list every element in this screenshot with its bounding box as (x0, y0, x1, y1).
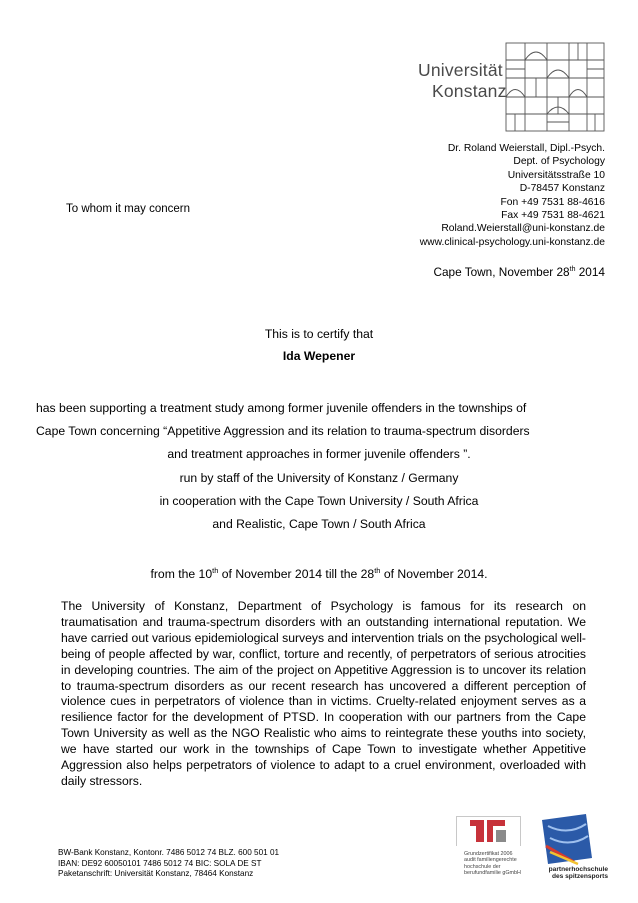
period-end: of November 2014. (380, 567, 488, 582)
body-paragraph: The University of Konstanz, Department of Psychology is famous for its research on traumatisation and trauma-spectrum disorders with an outstanding international reputation. We have carried out various epidemiological surveys and intervention trials on the psychological well-being of people affected by war, conflict, torture and recently, of perpetrators of serious atrocities in developing countries. The aim of the project on Appetitive Aggression is to uncover its relation to trauma-spectrum disorders as our recent research has uncovered a different perception of violence cues in perpetrators of violence than in victims. Cruelty-related enjoyment serves as a resilience factor for the development of PTSD. In cooperation with our partners from the Cape Town University as well as the NGO Realistic who aims to reintegrate these youths into society, we have started our work in the townships of Cape Town to investigate whether Appetitive Aggression also helps perpetrators of violence to adapt to a cruel environment, overloaded with daily stressors. (61, 599, 586, 788)
sender-fax: Fax +49 7531 88-4621 (501, 210, 605, 222)
footer-bank-details (58, 848, 279, 880)
sports-partner-line-2: des spitzensports (551, 873, 608, 881)
certificate-line-3: and treatment approaches in former juvenile offenders ”. (167, 447, 471, 461)
sports-partner-line-1: partnerhochschule (548, 866, 608, 873)
sender-email: Roland.Weierstall@uni-konstanz.de (441, 223, 605, 235)
sender-address-block (420, 142, 605, 249)
certificate-name: Ida Wepener (282, 349, 356, 363)
footer-postal: Paketanschrift: Universität Konstanz, 78464 Konstanz (58, 869, 254, 879)
certificate-line-5: in cooperation with the Cape Town University / South Africa (159, 494, 479, 508)
sender-department: Dept. of Psychology (513, 156, 605, 168)
certificate-intro: This is to certify that (264, 327, 374, 341)
period-middle: of November 2014 till the 28 (218, 567, 375, 582)
seal-1-line-1: Grundzertifikat 2006 (464, 851, 513, 857)
sports-partner-label (532, 866, 608, 881)
family-audit-seal (456, 816, 521, 878)
family-audit-seal-icon (456, 816, 521, 846)
footer-bank: BW-Bank Konstanz, Kontonr. 7486 5012 74 BLZ. 600 501 01 (58, 848, 280, 857)
recipient-line: To whom it may concern (66, 203, 190, 215)
certificate-line-1: has been supporting a treatment study among former juvenile offenders in the townships of (36, 401, 527, 415)
sender-phone: Fon +49 7531 88-4616 (500, 196, 605, 208)
logo-line-1: Universität (418, 60, 503, 80)
sender-street: Universitätsstraße 10 (507, 169, 605, 181)
university-logo-wordmark (418, 60, 507, 102)
date-line (433, 265, 605, 279)
seal-1-line-3: hochschule der (464, 863, 501, 870)
seal-1-line-4: berufundfamilie gGmbH (464, 870, 521, 877)
footer-iban: IBAN: DE92 60050101 7486 5012 74 BIC: SOLA DE ST (58, 858, 262, 868)
date-ordinal: th (569, 266, 576, 274)
period-start: from the 10 (150, 567, 213, 582)
sender-city: D-78457 Konstanz (519, 183, 605, 195)
certificate-line-4: run by staff of the University of Konstanz / Germany (179, 471, 459, 485)
certificate-period (0, 566, 638, 581)
period-start-ordinal: th (212, 566, 219, 575)
logo-line-2: Konstanz (432, 81, 507, 101)
sender-name: Dr. Roland Weierstall, Dipl.-Psych. (447, 143, 605, 154)
seal-1-line-2: audit familiengerechte (464, 857, 517, 864)
certificate-line-6: and Realistic, Cape Town / South Africa (212, 517, 426, 531)
date-prefix: Cape Town, November 28 (433, 265, 570, 279)
certificate-line-2: Cape Town concerning “Appetitive Aggression and its relation to trauma-spectrum disorders (36, 424, 530, 438)
date-year: 2014 (575, 265, 605, 279)
sender-website: www.clinical-psychology.uni-konstanz.de (419, 236, 605, 248)
university-logo-grid-icon (505, 42, 605, 132)
period-end-ordinal: th (374, 566, 381, 575)
